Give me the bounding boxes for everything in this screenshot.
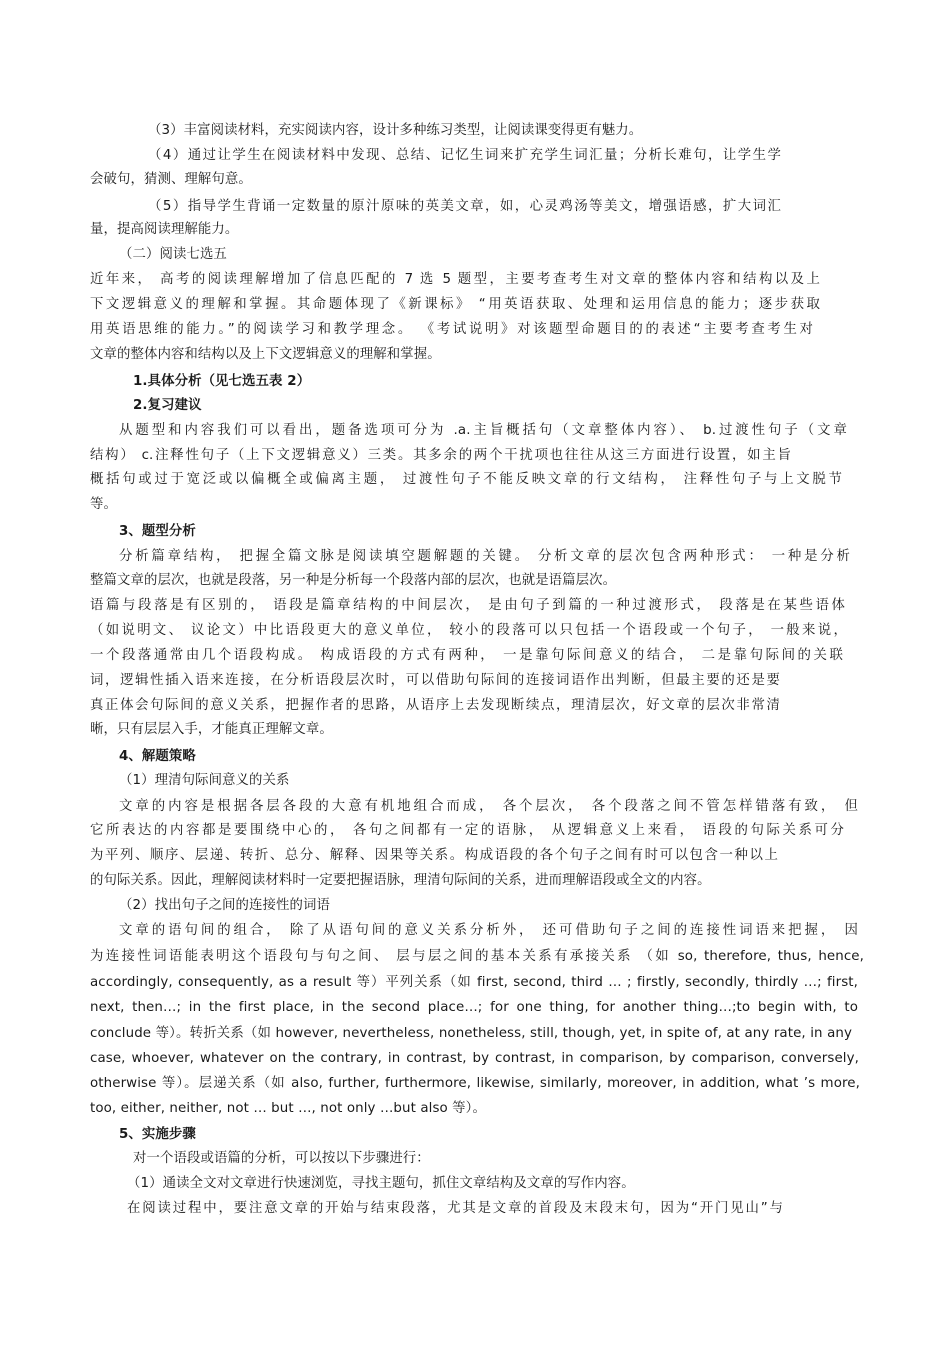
text-line: 晰，只有层层入手，才能真正理解文章。 (90, 722, 333, 737)
text-line: 真正体会句际间的意义关系，把握作者的思路，从语序上去发现断续点，理清层次，好文章的层次非常清 (90, 698, 780, 713)
text-line: 对一个语段或语篇的分析，可以按以下步骤进行： (133, 1151, 430, 1166)
text-line: （1）通读全文对文章进行快速浏览，寻找主题句，抓住文章结构及文章的写作内容。 (127, 1176, 635, 1191)
text-line: 文章的语句间的组合， 除了从语句间的意义关系分析外， 还可借助句子之间的连接性词语来把握， 因 (119, 923, 858, 938)
text-line: otherwise 等）。层递关系（如 also, further, furthermore, likewise, similarly, moreover, in addition, what ’s more, (90, 1076, 860, 1091)
text-line: 语篇与段落是有区别的， 语段是篇章结构的中间层次， 是由句子到篇的一种过渡形式， 段落是在某些语体 (90, 598, 845, 613)
text-line: 等。 (90, 497, 117, 512)
text-line: accordingly, consequently, as a result 等）平列关系（如 first, second, third … ; firstly, secondly, thirdly …; first, (90, 975, 858, 990)
text-line: 文章的内容是根据各层各段的大意有机地组合而成， 各个层次， 各个段落之间不管怎样错落有致， 但 (119, 799, 858, 814)
text-line: 从题型和内容我们可以看出，题备选项可分为 .a.主旨概括句（文章整体内容）、 b.过渡性句子（文章 (119, 423, 847, 438)
subheading: 2.复习建议 (133, 398, 202, 413)
subheading: 3、题型分析 (119, 524, 196, 539)
text-line: 它所表达的内容都是要围绕中心的， 各句之间都有一定的语脉， 从逻辑意义上来看， 语段的句际关系可分 (90, 823, 844, 838)
section-heading: （二）阅读七选五 (119, 247, 227, 262)
text-line: （5）指导学生背诵一定数量的原汁原味的英美文章，如，心灵鸡汤等美文，增强语感，扩大词汇 (148, 199, 781, 214)
subheading: （1）理清句际间意义的关系 (119, 773, 290, 788)
text-line: 近年来， 高考的阅读理解增加了信息匹配的 7 选 5 题型，主要考查考生对文章的整体内容和结构以及上 (90, 272, 820, 287)
text-line: 用英语思维的能力。”的阅读学习和教学理念。 《考试说明》对该题型命题目的的表述“主要考查考生对 (90, 322, 813, 337)
text-line: （4）通过让学生在阅读材料中发现、总结、记忆生词来扩充学生词汇量；分析长难句，让学生学 (148, 148, 781, 163)
text-line: 会破句，猜测、理解句意。 (90, 172, 252, 187)
subheading: 1.具体分析（见七选五表 2） (133, 374, 311, 389)
subheading: 4、解题策略 (119, 749, 196, 764)
text-line: conclude 等）。转折关系（如 however, nevertheless, nonetheless, still, though, yet, in spite of, at any rate, in any (90, 1026, 852, 1041)
text-line: too, either, neither, not … but …, not only …but also 等）。 (90, 1101, 486, 1116)
text-line: 文章的整体内容和结构以及上下文逻辑意义的理解和掌握。 (90, 347, 441, 362)
text-line: case, whoever, whatever on the contrary, in contrast, by contrast, in comparison, by comparison, conversely, (90, 1051, 859, 1066)
text-line: 一个段落通常由几个语段构成。 构成语段的方式有两种， 一是靠句际间意义的结合， 二是靠句际间的关联 (90, 648, 843, 663)
text-line: 整篇文章的层次，也就是段落，另一种是分析每一个段落内部的层次，也就是语篇层次。 (90, 573, 617, 588)
text-line: 分析篇章结构， 把握全篇文脉是阅读填空题解题的关键。 分析文章的层次包含两种形式： 一种是分析 (119, 549, 850, 564)
text-line: 下文逻辑意义的理解和掌握。其命题体现了《新课标》 “用英语获取、处理和运用信息的能力；逐步获取 (90, 297, 820, 312)
text-line: 为平列、顺序、层递、转折、总分、解释、因果等关系。构成语段的各个句子之间有时可以包含一种以上 (90, 848, 778, 863)
text-line: 为连接性词语能表明这个语段句与句之间、 层与层之间的基本关系有承接关系 （如 so, therefore, thus, hence, (90, 949, 864, 964)
text-line: （3）丰富阅读材料，充实阅读内容，设计多种练习类型，让阅读课变得更有魅力。 (148, 123, 643, 138)
text-line: 的句际关系。因此，理解阅读材料时一定要把握语脉，理清句际间的关系，进而理解语段或全文的内容。 (90, 873, 711, 888)
text-line: next, then…; in the first place, in the second place…; for one thing, for another thing…;to begin with, to (90, 1000, 858, 1015)
text-line: 概括句或过于宽泛或以偏概全或偏离主题， 过渡性句子不能反映文章的行文结构， 注释性句子与上文脱节 (90, 472, 842, 487)
text-line: 在阅读过程中，要注意文章的开始与结束段落，尤其是文章的首段及末段末句，因为“开门见山”与 (127, 1201, 783, 1216)
text-line: 结构） c.注释性句子（上下文逻辑意义）三类。其多余的两个干扰项也往往从这三方面进行设置，如主旨 (90, 448, 791, 463)
subheading: （2）找出句子之间的连接性的词语 (119, 898, 330, 913)
subheading: 5、实施步骤 (119, 1127, 196, 1142)
text-line: 词，逻辑性插入语来连接，在分析语段层次时，可以借助句际间的连接词语作出判断，但最主要的还是要 (90, 673, 780, 688)
text-line: 量，提高阅读理解能力。 (90, 222, 239, 237)
text-line: （如说明文、 议论文）中比语段更大的意义单位， 较小的段落可以只包括一个语段或一个句子， 一般来说， (90, 623, 847, 638)
